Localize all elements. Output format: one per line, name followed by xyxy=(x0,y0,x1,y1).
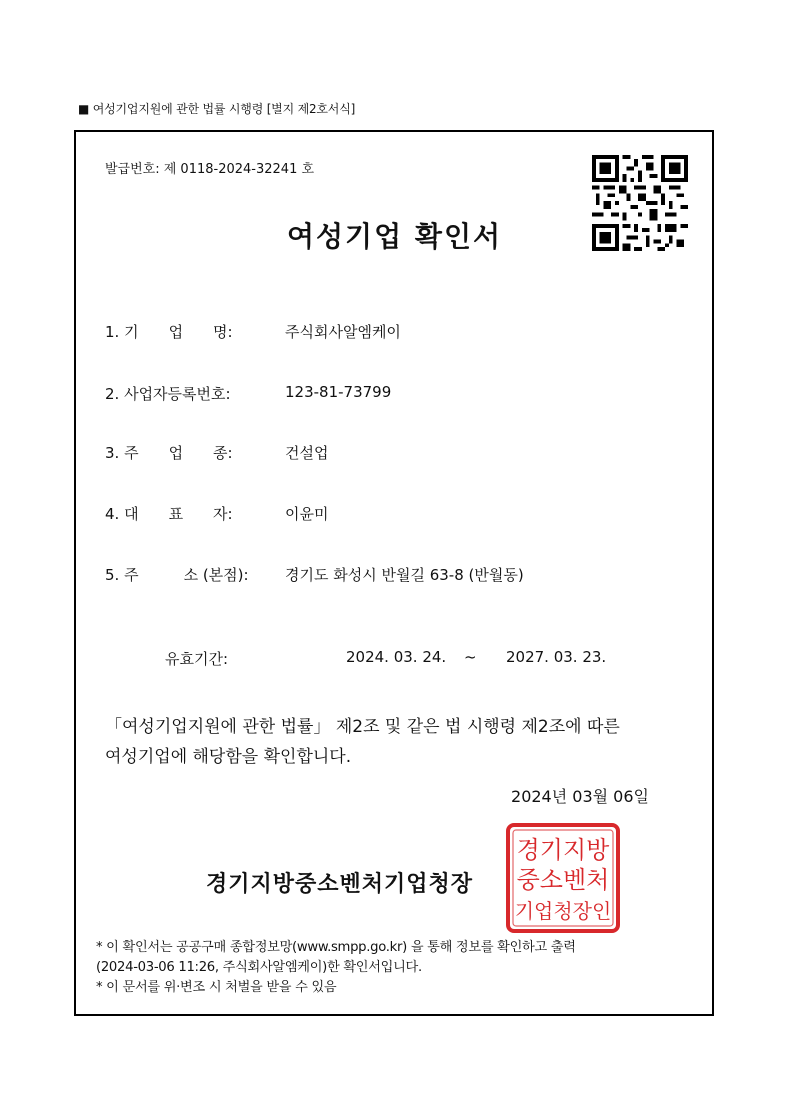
field-value: 경기도 화성시 반월길 63-8 (반월동) xyxy=(285,566,524,584)
seal-line: 기업청장인 xyxy=(514,899,612,923)
note-line: * 이 확인서는 공공구매 종합정보망(www.smpp.go.kr) 을 통해 정보를 확인하고 출력 xyxy=(96,940,576,955)
issue-date: 2024년 03월 06일 xyxy=(511,787,649,806)
official-seal-icon xyxy=(505,822,621,934)
issue-number: 발급번호: 제 0118-2024-32241 호 xyxy=(105,162,315,177)
note-line: (2024-03-06 11:26, 주식회사알엠케이)한 확인서입니다. xyxy=(96,960,422,975)
seal-line: 경기지방 xyxy=(516,836,610,864)
form-reference-note: ■ 여성기업지원에 관한 법률 시행령 [별지 제2호서식] xyxy=(78,102,356,116)
seal-line: 중소벤처 xyxy=(516,866,610,894)
field-value: 건설업 xyxy=(285,444,329,462)
validity-label: 유효기간: xyxy=(165,650,229,668)
field-value: 이윤미 xyxy=(285,505,329,523)
document-title: 여성기업 확인서 xyxy=(286,220,503,253)
validity-end: 2027. 03. 23. xyxy=(506,648,607,666)
field-value: 123-81-73799 xyxy=(285,383,392,401)
field-label: 1. 기 업 명: xyxy=(105,323,233,341)
field-label: 5. 주 소 (본점): xyxy=(105,566,249,584)
footer-notes xyxy=(96,938,576,998)
field-label: 4. 대 표 자: xyxy=(105,505,233,523)
validity-start: 2024. 03. 24. xyxy=(346,648,447,666)
confirmation-statement xyxy=(105,712,665,772)
statement-line: 「여성기업지원에 관한 법률」 제2조 및 같은 법 시행령 제2조에 따른 xyxy=(105,717,620,737)
field-label: 3. 주 업 종: xyxy=(105,444,233,462)
field-label: 2. 사업자등록번호: xyxy=(105,385,231,403)
statement-line: 여성기업에 해당함을 확인합니다. xyxy=(105,747,352,767)
note-line: * 이 문서를 위·변조 시 처벌을 받을 수 있음 xyxy=(96,980,337,995)
validity-separator: ~ xyxy=(464,648,477,666)
issuer-name: 경기지방중소벤처기업청장 xyxy=(206,872,474,897)
field-value: 주식회사알엠케이 xyxy=(285,323,401,341)
